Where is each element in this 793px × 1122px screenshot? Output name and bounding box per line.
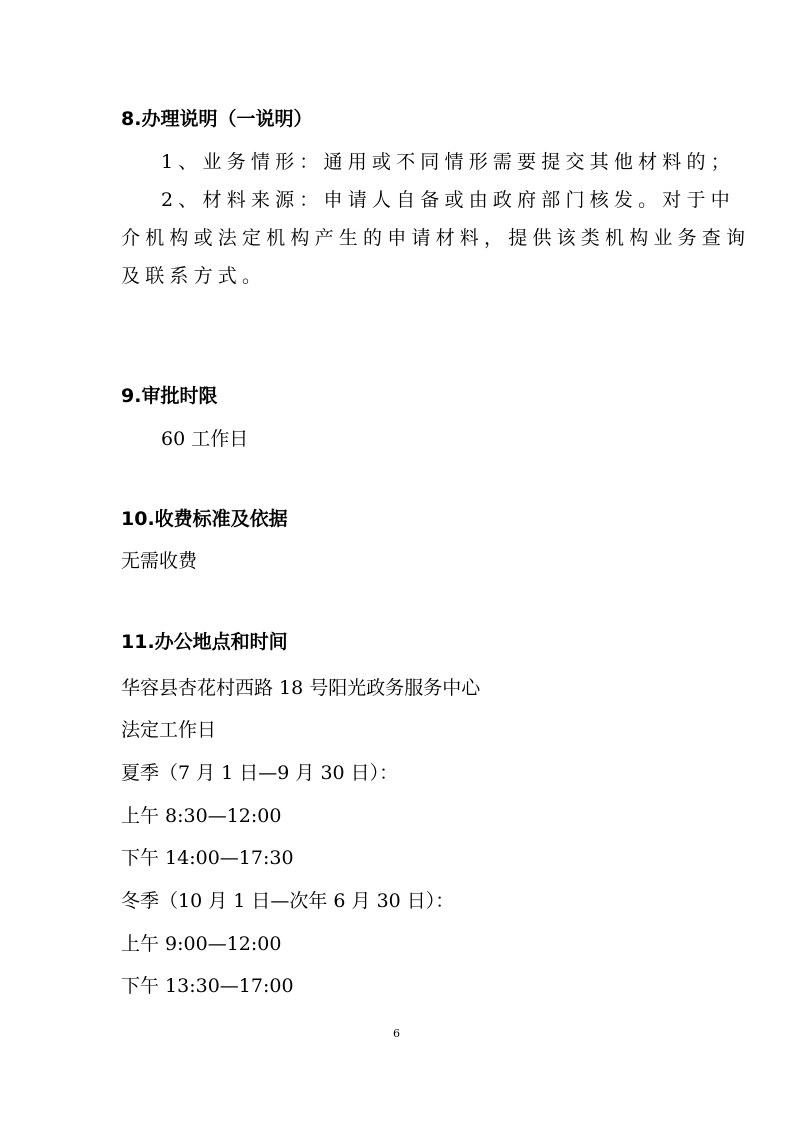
fee-value: 无需收费 <box>121 550 198 572</box>
section-9-heading: 9.审批时限 <box>121 385 218 407</box>
winter-season-label: 冬季（10 月 1 日—次年 6 月 30 日）： <box>121 890 455 912</box>
section-10-heading: 10.收费标准及依据 <box>121 508 288 530</box>
workdays: 法定工作日 <box>121 719 217 741</box>
winter-afternoon-hours: 下午 13:30—17:00 <box>121 975 294 997</box>
section-8-item-2-line-2: 介机构或法定机构产生的申请材料，提供该类机构业务查询 <box>121 227 751 249</box>
summer-afternoon-hours: 下午 14:00—17:30 <box>121 847 294 869</box>
approval-time-limit: 60 工作日 <box>161 428 249 450</box>
summer-season-label: 夏季（7 月 1 日—9 月 30 日）： <box>121 762 399 784</box>
office-address: 华容县杏花村西路 18 号阳光政务服务中心 <box>121 677 481 699</box>
page-number: 6 <box>393 1027 400 1040</box>
section-8-heading: 8.办理说明（一说明） <box>121 108 313 130</box>
section-11-heading: 11.办公地点和时间 <box>121 631 288 653</box>
section-8-item-2-line-1: 2、材料来源：申请人自备或由政府部门核发。对于中 <box>161 189 735 211</box>
winter-morning-hours: 上午 9:00—12:00 <box>121 933 282 955</box>
summer-morning-hours: 上午 8:30—12:00 <box>121 805 282 827</box>
section-8-item-2-line-3: 及联系方式。 <box>121 265 267 287</box>
section-8-item-1: 1、业务情形：通用或不同情形需要提交其他材料的； <box>161 151 735 173</box>
